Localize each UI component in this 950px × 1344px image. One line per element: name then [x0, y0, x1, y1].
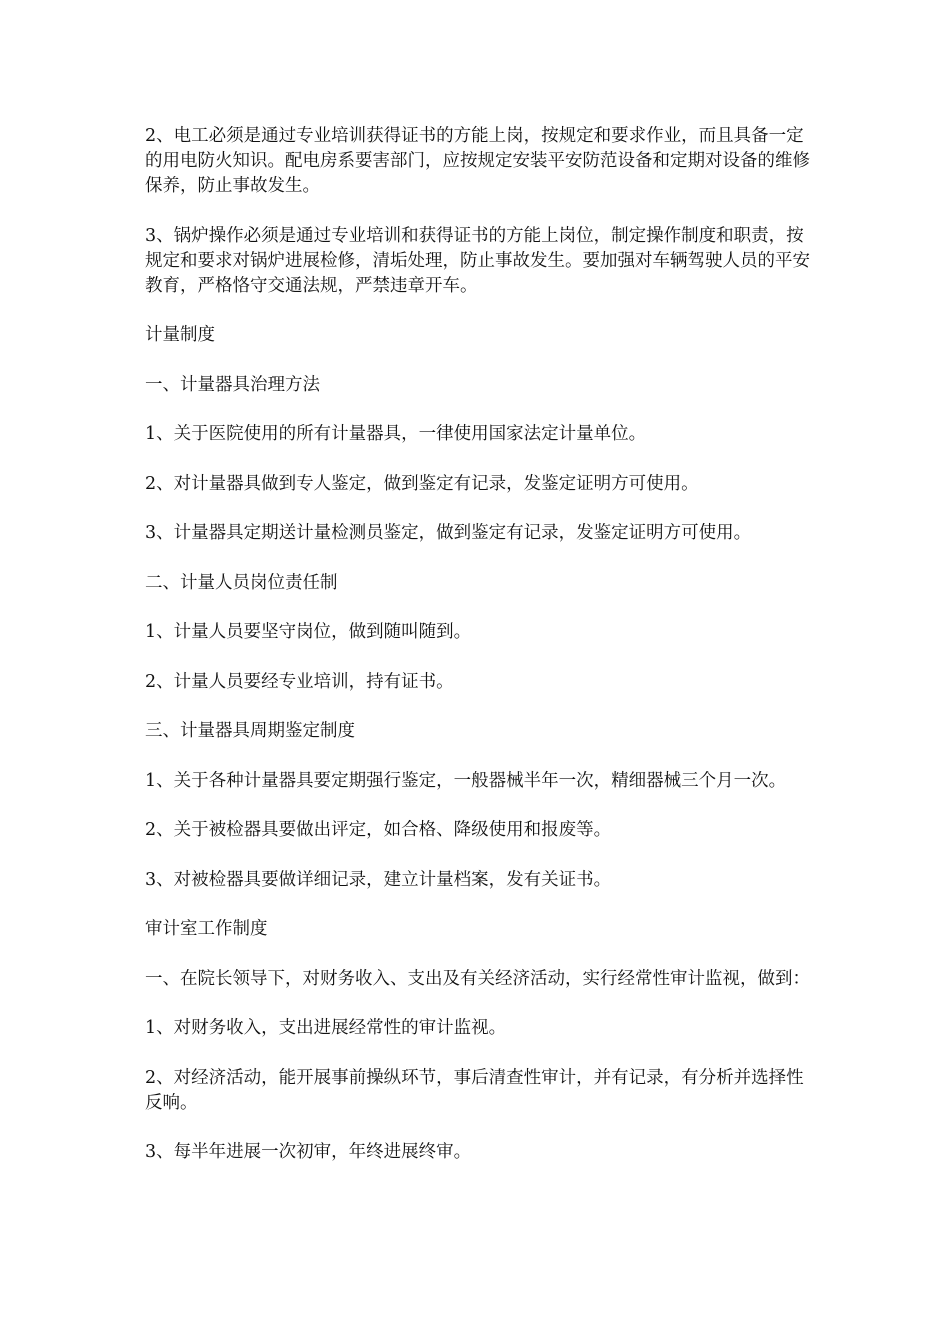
- list-item: 1、关于各种计量器具要定期强行鉴定，一般器械半年一次，精细器械三个月一次。: [145, 770, 787, 791]
- list-item: 2、对经济活动，能开展事前操纵环节，事后清查性审计，并有记录，有分析并选择性反响。: [145, 1067, 804, 1113]
- subsection-title-instrument-management: 一、计量器具治理方法: [145, 374, 320, 395]
- subsection-audit-supervision: 一、在院长领导下，对财务收入、支出及有关经济活动，实行经常性审计监视，做到：: [145, 968, 810, 989]
- subsection-title-staff-responsibility: 二、计量人员岗位责任制: [145, 572, 338, 593]
- list-item: 2、计量人员要经专业培训，持有证书。: [145, 671, 454, 692]
- subsection-title-periodic-verification: 三、计量器具周期鉴定制度: [145, 721, 355, 741]
- list-item: 2、对计量器具做到专人鉴定，做到鉴定有记录，发鉴定证明方可使用。: [145, 473, 699, 494]
- list-item: 1、计量人员要坚守岗位，做到随叫随到。: [145, 622, 472, 642]
- document-body: [145, 124, 810, 1190]
- list-item: 3、对被检器具要做详细记录，建立计量档案，发有关证书。: [145, 869, 612, 890]
- paragraph-boiler-rules: 3、锅炉操作必须是通过专业培训和获得证书的方能上岗位，制定操作制度和职责，按规定和要求对锅炉进展检修，清垢处理，防止事故发生。要加强对车辆驾驶人员的平安教育，严格恪守交通法规，严禁违章开车。: [145, 225, 810, 296]
- section-title-measurement: 计量制度: [145, 325, 215, 345]
- list-item: 1、关于医院使用的所有计量器具，一律使用国家法定计量单位。: [145, 424, 647, 444]
- list-item: 1、对财务收入，支出进展经常性的审计监视。: [145, 1018, 507, 1038]
- list-item: 2、关于被检器具要做出评定，如合格、降级使用和报废等。: [145, 820, 612, 840]
- list-item: 3、每半年进展一次初审，年终进展终审。: [145, 1142, 472, 1162]
- section-title-audit-office: 审计室工作制度: [145, 919, 268, 939]
- paragraph-electrician-rules: 2、电工必须是通过专业培训获得证书的方能上岗，按规定和要求作业，而且具备一定的用电防火知识。配电房系要害部门，应按规定安装平安防范设备和定期对设备的维修保养，防止事故发生。: [145, 126, 810, 196]
- list-item: 3、计量器具定期送计量检测员鉴定，做到鉴定有记录，发鉴定证明方可使用。: [145, 523, 752, 543]
